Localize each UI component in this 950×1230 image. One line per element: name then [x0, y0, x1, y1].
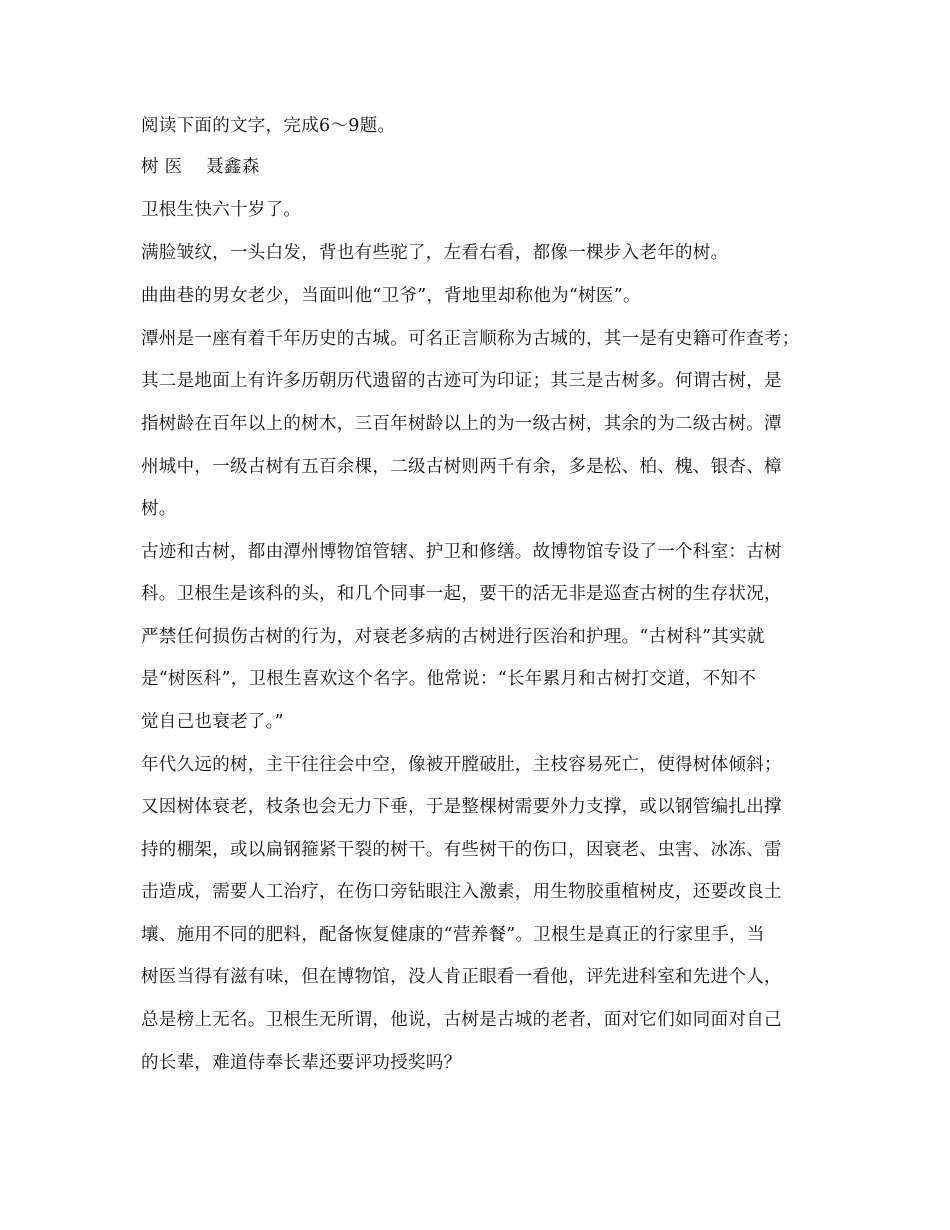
paragraph-line: 年代久远的树，主干往往会中空，像被开膛破肚，主枝容易死亡，使得树体倾斜； [141, 755, 782, 775]
paragraph-line: 是“树医科”，卫根生喜欢这个名字。他常说：“长年累月和古树打交道，不知不 [141, 669, 757, 689]
paragraph-line: 指树龄在百年以上的树木，三百年树龄以上的为一级古树，其余的为二级古树。潭 [141, 414, 782, 434]
paragraph-line: 树。 [141, 499, 177, 519]
paragraph-line: 满脸皱纹，一头白发，背也有些驼了，左看右看，都像一棵步入老年的树。 [141, 243, 729, 263]
paragraph-line: 总是榜上无名。卫根生无所谓，他说，古树是古城的老者，面对它们如同面对自己 [141, 1010, 782, 1030]
paragraph-line: 州城中，一级古树有五百余棵，二级古树则两千有余，多是松、柏、槐、银杏、樟 [141, 457, 782, 477]
instruction-text: 阅读下面的文字，完成6～9题。 [141, 116, 396, 136]
paragraph-line: 卫根生快六十岁了。 [141, 200, 302, 220]
story-title-author: 树 医 聂鑫森 [141, 157, 260, 177]
paragraph-line: 严禁任何损伤古树的行为，对衰老多病的古树进行医治和护理。“古树科”其实就 [141, 627, 765, 647]
paragraph-line: 其二是地面上有许多历朝历代遗留的古迹可为印证；其三是古树多。何谓古树，是 [141, 371, 782, 391]
paragraph-line: 树医当得有滋有味，但在博物馆，没人肯正眼看一看他，评先进科室和先进个人， [141, 967, 782, 987]
paragraph-line: 击造成，需要人工治疗，在伤口旁钻眼注入激素，用生物胶重植树皮，还要改良土 [141, 882, 782, 902]
paragraph-line: 潭州是一座有着千年历史的古城。可名正言顺称为古城的，其一是有史籍可作查考； [141, 329, 800, 349]
paragraph-line: 壤、施用不同的肥料，配备恢复健康的“营养餐”。卫根生是真正的行家里手，当 [141, 925, 765, 945]
paragraph-line: 又因树体衰老，枝条也会无力下垂，于是整棵树需要外力支撑，或以钢管编扎出撑 [141, 797, 782, 817]
paragraph-line: 曲曲巷的男女老少，当面叫他“卫爷”，背地里却称他为“树医”。 [141, 286, 641, 306]
paragraph-line: 古迹和古树，都由潭州博物馆管辖、护卫和修缮。故博物馆专设了一个科室：古树 [141, 542, 782, 562]
paragraph-line: 觉自己也衰老了。” [141, 712, 284, 732]
paragraph-line: 的长辈，难道侍奉长辈还要评功授奖吗？ [141, 1053, 462, 1073]
paragraph-line: 科。卫根生是该科的头，和几个同事一起，要干的活无非是巡查古树的生存状况， [141, 584, 782, 604]
paragraph-line: 持的棚架，或以扁钢箍紧干裂的树干。有些树干的伤口，因衰老、虫害、冰冻、雷 [141, 840, 782, 860]
